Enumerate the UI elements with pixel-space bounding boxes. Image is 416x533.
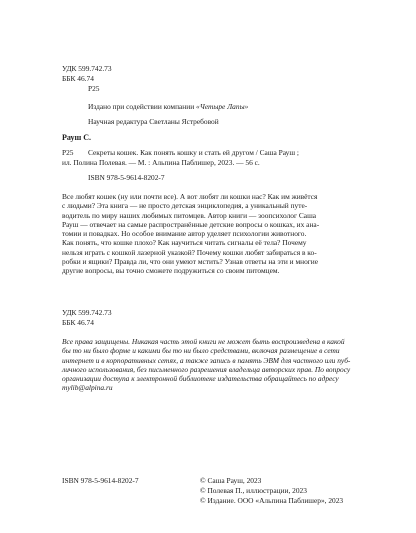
udk-code: УДК 599.742.73 [62,64,112,73]
bbk-code: ББК 46.74 [62,74,94,83]
annotation-line: Все любят кошек (ну или почти все). А вот любят ли кошки нас? Как им живётся [62,192,318,201]
rights-line: бы то ни было форме и какими бы то ни было средствами, включая размещение в сети [62,346,340,356]
rights-line: организации доступа к электронной библиотеке издательства обращайтесь по адресу [62,374,339,383]
annotation-line: другие вопросы, вы точно сможете подружиться со своим питомцем. [62,266,280,275]
publisher-company: «Четыре Лапы» [196,102,249,111]
rights-email: mylib@alpina.ru [62,383,113,393]
bib-imprint-line: ил. Полина Полевая. — М. : Альпина Паблишер, 2023. — 56 с. [62,158,260,167]
publisher-note-prefix: Издано при содействии компании [88,102,197,111]
author-heading: Рауш С. [62,133,92,142]
rights-line: интернет и в корпоративных сетях, а также запись в память ЭВМ для частного или пуб- [62,355,351,365]
bib-title-line: Секреты кошек. Как понять кошку и стать ей другом / Саша Рауш ; [88,148,299,157]
rights-line: личного использования, без письменного разрешения владельца авторских прав. По вопросу [62,364,351,374]
copyright-publisher: © Издание. ООО «Альпина Паблишер», 2023 [200,496,344,505]
udk-code-footer: УДК 599.742.73 [62,308,112,317]
publisher-note [88,102,248,111]
annotation-line: томии и повадках. Но особое внимание автор уделяет психологии животного. [62,229,307,238]
annotation-line: Рауш — отвечает на самые распространённые детские вопросы о кошках, их ана- [62,219,320,229]
rights-notice [62,337,380,393]
bib-mark: Р25 [62,148,74,157]
bbk-code-footer: ББК 46.74 [62,318,94,327]
editor-note: Научная редактура Светланы Ястребовой [88,117,219,126]
annotation-line: робки и ящики? Правда ли, что они умеют мстить? Узнав ответы на эти и многие [62,256,319,266]
copyright-illustrator: © Полевая П., иллюстрации, 2023 [200,486,307,495]
annotation-line: нельзя играть с кошкой лазерной указкой? Почему кошки любят забираться в ко- [62,247,317,257]
annotation [62,192,380,275]
bib-isbn: ISBN 978-5-9614-8202-7 [88,173,165,182]
annotation-line: с людьми? Эта книга — не просто детская энциклопедия, а уникальный путе- [62,201,308,211]
rights-line: Все права защищены. Никакая часть этой книги не может быть воспроизведена в какой [62,337,345,346]
isbn-bottom: ISBN 978-5-9614-8202-7 [62,476,139,485]
annotation-line: водитель по миру наших любимых питомцев. Автор книги — зоопсихолог Саша [62,210,317,220]
annotation-line: Как понять, что кошке плохо? Как научиться читать сигналы её тела? Почему [62,238,307,248]
copyright-author: © Саша Рауш, 2023 [200,476,262,485]
author-mark: Р25 [88,84,100,93]
